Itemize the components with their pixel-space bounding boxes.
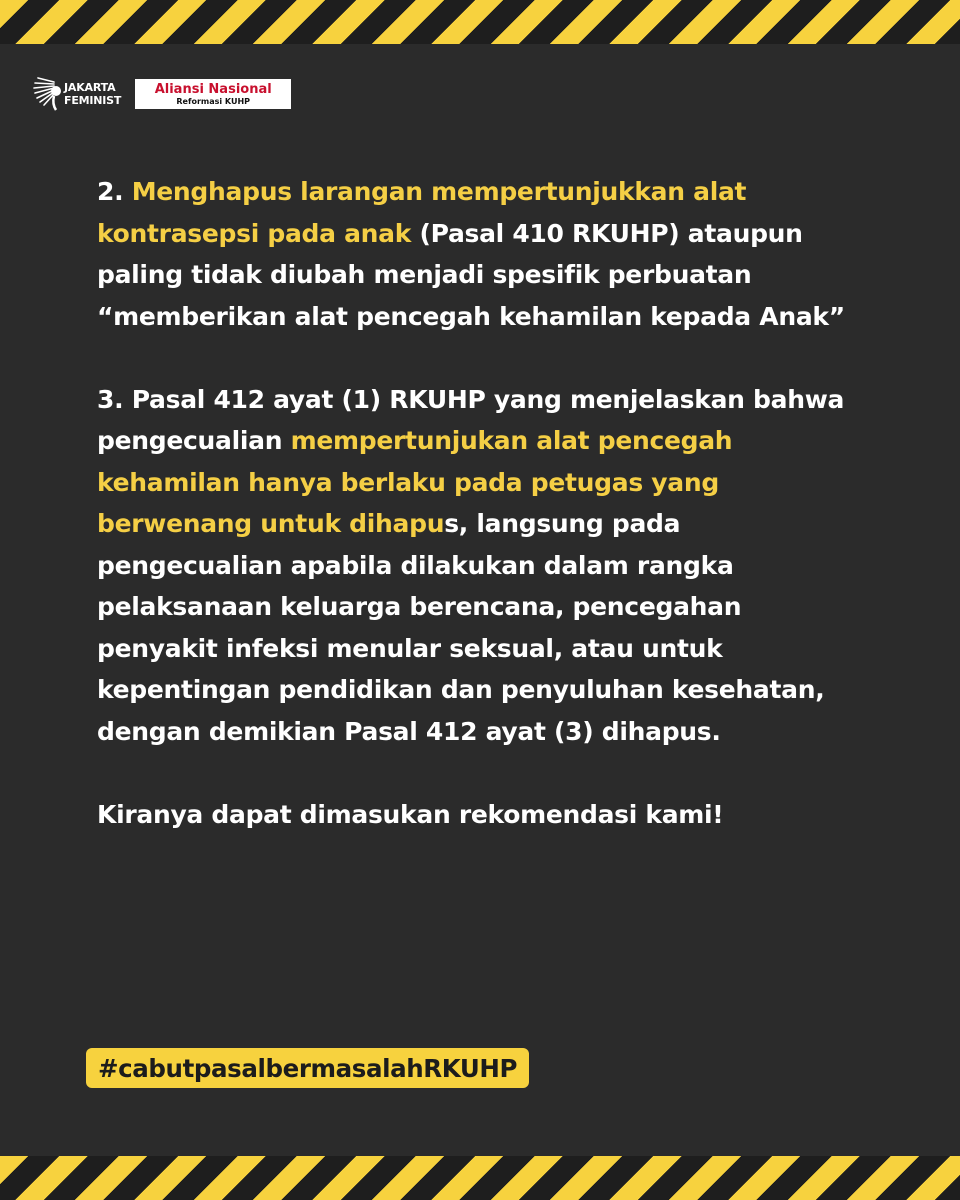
jakarta-feminist-line2: FEMINIST bbox=[64, 94, 122, 107]
point-2-rest: (Pasal 410 RKUHP) ataupun bbox=[419, 218, 803, 248]
aliansi-nasional-subtitle: Reformasi KUHP bbox=[176, 96, 251, 106]
point-3-line-6: pelaksanaan keluarga berencana, pencegahan bbox=[97, 592, 742, 621]
point-3-line-8: kepentingan pendidikan dan penyuluhan kesehatan, bbox=[97, 675, 825, 704]
hashtag-badge: #cabutpasalbermasalahRKUHP bbox=[86, 1048, 529, 1088]
point-2-number: 2. bbox=[97, 177, 124, 206]
point-3-line-2 bbox=[97, 420, 897, 462]
aliansi-nasional-logo bbox=[135, 79, 291, 109]
aliansi-nasional-title: Aliansi Nasional bbox=[154, 81, 272, 97]
point-3-line-4 bbox=[97, 503, 897, 545]
point-3-line-9: dengan demikian Pasal 412 ayat (3) dihapus. bbox=[97, 716, 721, 746]
closing-text: Kiranya dapat dimasukan rekomendasi kami! bbox=[97, 799, 724, 829]
point-2-line-3: paling tidak diubah menjadi spesifik perbuatan bbox=[97, 260, 752, 289]
point-3-line-1: 3. Pasal 412 ayat (1) RKUHP yang menjelaskan bahwa bbox=[97, 384, 845, 414]
point-2-highlight-2: kontrasepsi pada anak bbox=[97, 218, 412, 248]
jakarta-feminist-logo bbox=[32, 74, 121, 114]
point-2-line-4: “memberikan alat pencegah kehamilan kepada Anak” bbox=[97, 301, 845, 331]
point-2-line-2 bbox=[97, 213, 897, 255]
point-3-line-5: pengecualian apabila dilakukan dalam rangka bbox=[97, 550, 734, 580]
hazard-stripe-bottom bbox=[0, 1156, 960, 1200]
point-3-line-3: kehamilan hanya berlaku pada petugas yang bbox=[97, 467, 719, 497]
point-2-line-1 bbox=[97, 171, 897, 213]
jakarta-feminist-wordmark bbox=[64, 81, 121, 107]
point-3-highlight-1: mempertunjukan alat pencegah bbox=[290, 426, 733, 455]
point-3-line-7: penyakit infeksi menular seksual, atau untuk bbox=[97, 633, 723, 663]
body-text bbox=[97, 171, 897, 835]
jakarta-feminist-logo-icon bbox=[32, 74, 62, 114]
hazard-stripe-top bbox=[0, 0, 960, 44]
point-2-highlight-1: Menghapus larangan mempertunjukkan alat bbox=[131, 177, 747, 206]
jakarta-feminist-line1: JAKARTA bbox=[64, 81, 116, 94]
point-3-rest: s, langsung pada bbox=[444, 509, 681, 538]
point-3-plain: pengecualian bbox=[97, 426, 283, 455]
spacer bbox=[97, 752, 897, 794]
point-3-highlight-3: berwenang untuk dihapu bbox=[97, 509, 445, 538]
spacer bbox=[97, 337, 897, 379]
logo-bar bbox=[32, 72, 291, 116]
